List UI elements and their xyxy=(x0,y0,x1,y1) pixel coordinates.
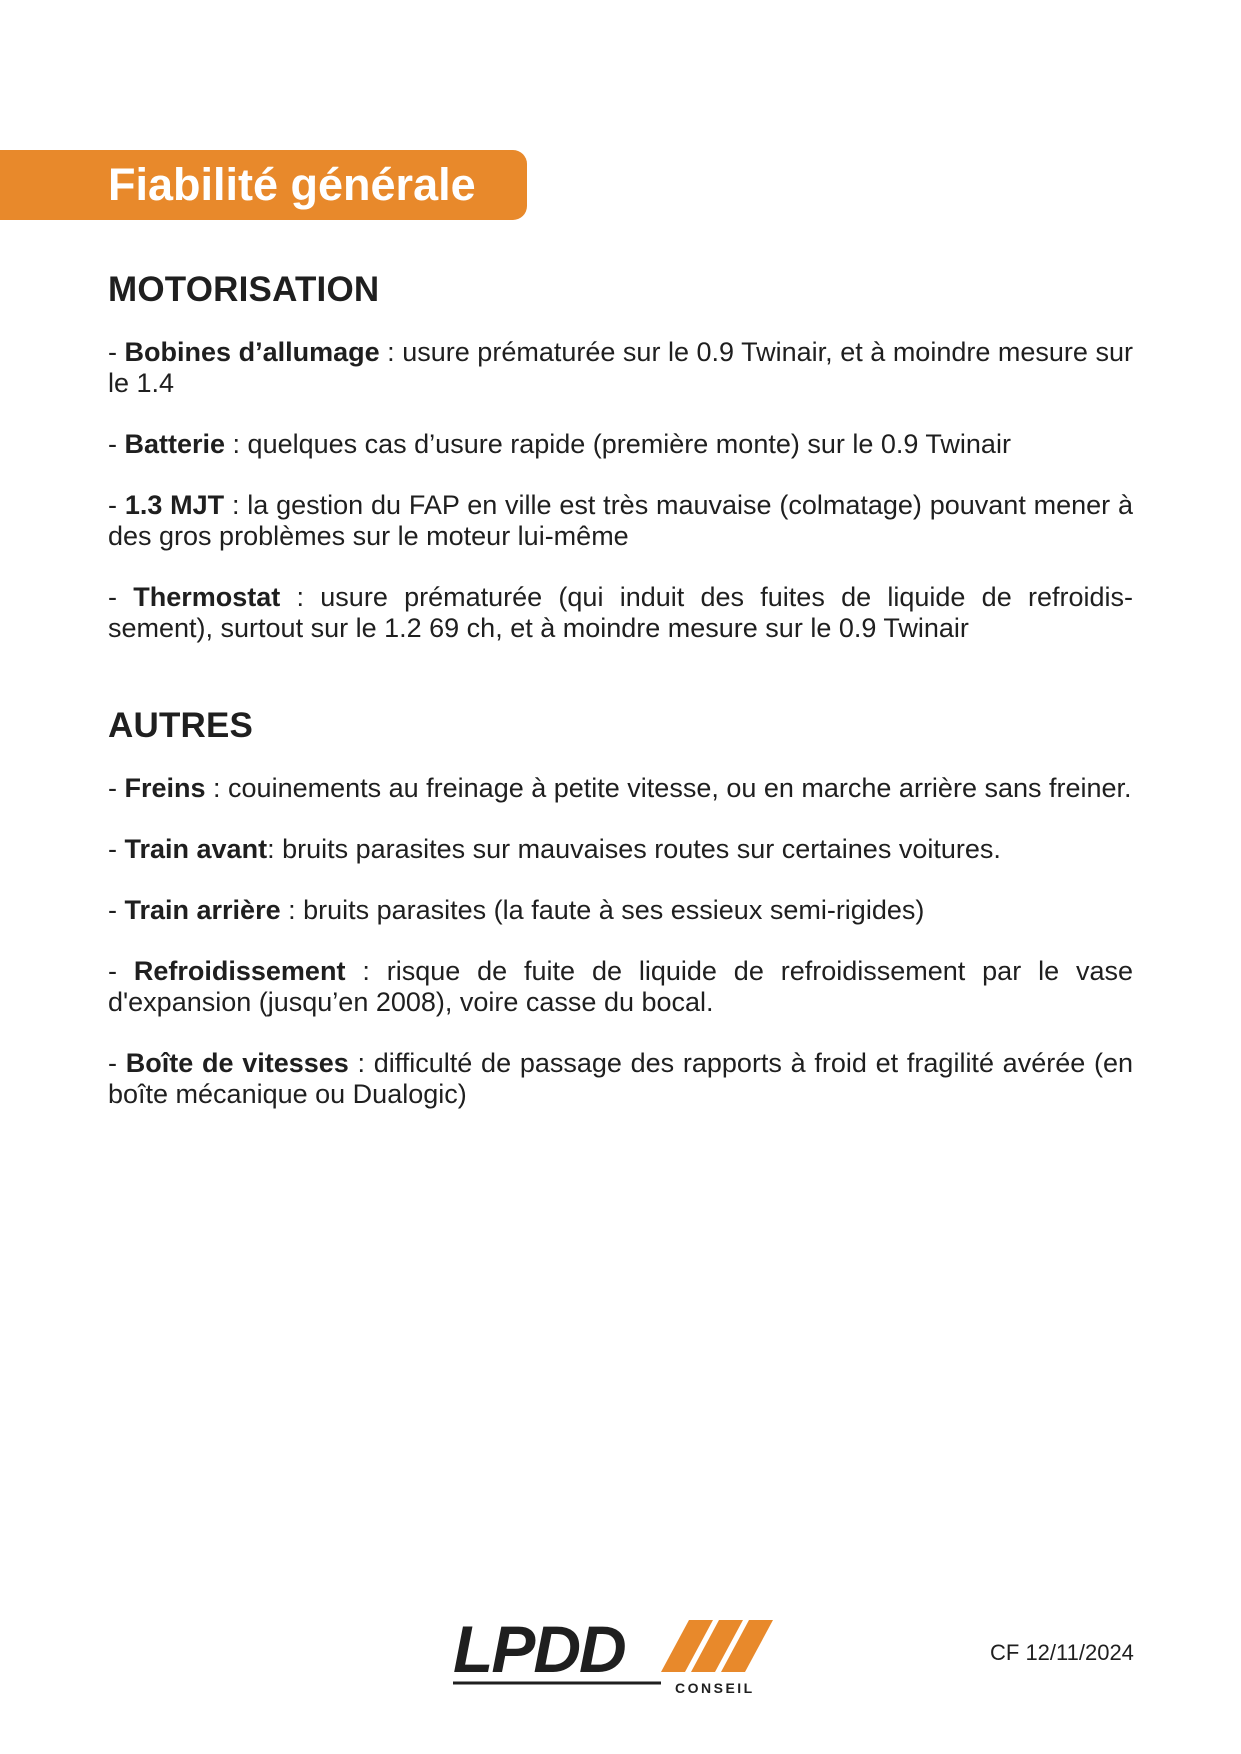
item-term: Train arrière xyxy=(124,895,281,925)
list-item: - Batterie : quelques cas d’usure rapide (première monte) sur le 0.9 Twinair xyxy=(108,429,1011,459)
page-title: Fiabilité générale xyxy=(108,159,476,210)
logo-text: LPDD xyxy=(453,1612,625,1686)
item-text: : difficulté de passage des rapports à froid et fragilité avérée (en boîte mécanique ou Dualogic) xyxy=(108,1048,1133,1109)
logo-subtext: CONSEIL xyxy=(675,1680,755,1696)
section-autres xyxy=(108,706,1133,1140)
item-text: : bruits parasites sur mauvaises routes sur certaines voitures. xyxy=(267,834,1001,864)
section-heading: AUTRES xyxy=(108,706,254,745)
list-item: - Freins : couinements au freinage à petite vitesse, ou en marche arrière sans freiner. xyxy=(108,773,1132,803)
item-list xyxy=(108,773,1133,1110)
title-banner xyxy=(0,150,527,220)
item-text: : couinements au freinage à petite vitesse, ou en marche arrière sans freiner. xyxy=(205,773,1132,803)
item-term: Train avant xyxy=(124,834,268,864)
item-text: : la gestion du FAP en ville est très mauvaise (colmatage) pouvant mener à des gros problèmes sur le moteur lui-même xyxy=(108,490,1133,551)
lpdd-logo xyxy=(453,1612,793,1700)
item-text: : usure prématurée (qui induit des fuites de liquide de refroidis- sement), surtout sur le 1.2 69 ch, et à moindre mesure sur le 0.9 Twinair xyxy=(108,582,1133,643)
item-term: 1.3 MJT xyxy=(124,490,225,520)
item-term: Refroidissement xyxy=(133,956,346,986)
list-item: - Refroidissement : risque de fuite de liquide de refroidissement par le vase d'expansion (jusqu’en 2008), voire casse du bocal. xyxy=(108,956,1133,1017)
item-term: Batterie xyxy=(124,429,226,459)
list-item: - Boîte de vitesses : difficulté de passage des rapports à froid et fragilité avérée (en boîte mécanique ou Dualogic) xyxy=(108,1048,1133,1109)
item-term: Boîte de vitesses xyxy=(125,1048,349,1078)
section-heading: MOTORISATION xyxy=(108,270,380,309)
item-term: Thermostat xyxy=(133,582,281,612)
list-item: - Bobines d’allumage : usure prématurée sur le 0.9 Twinair, et à moindre mesure sur le 1.4 xyxy=(108,337,1133,398)
item-term: Bobines d’allumage xyxy=(124,337,380,367)
item-text: : quelques cas d’usure rapide (première monte) sur le 0.9 Twinair xyxy=(225,429,1011,459)
list-item: - Train arrière : bruits parasites (la faute à ses essieux semi-rigides) xyxy=(108,895,925,925)
section-motorisation xyxy=(108,270,1133,674)
item-text: : bruits parasites (la faute à ses essieux semi-rigides) xyxy=(280,895,925,925)
item-text: : risque de fuite de liquide de refroidissement par le vase d'expansion (jusqu’en 2008), voire casse du bocal. xyxy=(108,956,1133,1017)
item-term: Freins xyxy=(124,773,206,803)
list-item: - Train avant: bruits parasites sur mauvaises routes sur certaines voitures. xyxy=(108,834,1001,864)
document-date: CF 12/11/2024 xyxy=(990,1640,1134,1665)
item-text: : usure prématurée sur le 0.9 Twinair, et à moindre mesure sur le 1.4 xyxy=(108,337,1133,398)
item-list xyxy=(108,337,1133,644)
list-item: - 1.3 MJT : la gestion du FAP en ville est très mauvaise (colmatage) pouvant mener à des gros problèmes sur le moteur lui-même xyxy=(108,490,1133,551)
list-item: - Thermostat : usure prématurée (qui induit des fuites de liquide de refroidis- sement), surtout sur le 1.2 69 ch, et à moindre mesure sur le 0.9 Twinair xyxy=(108,582,1133,643)
